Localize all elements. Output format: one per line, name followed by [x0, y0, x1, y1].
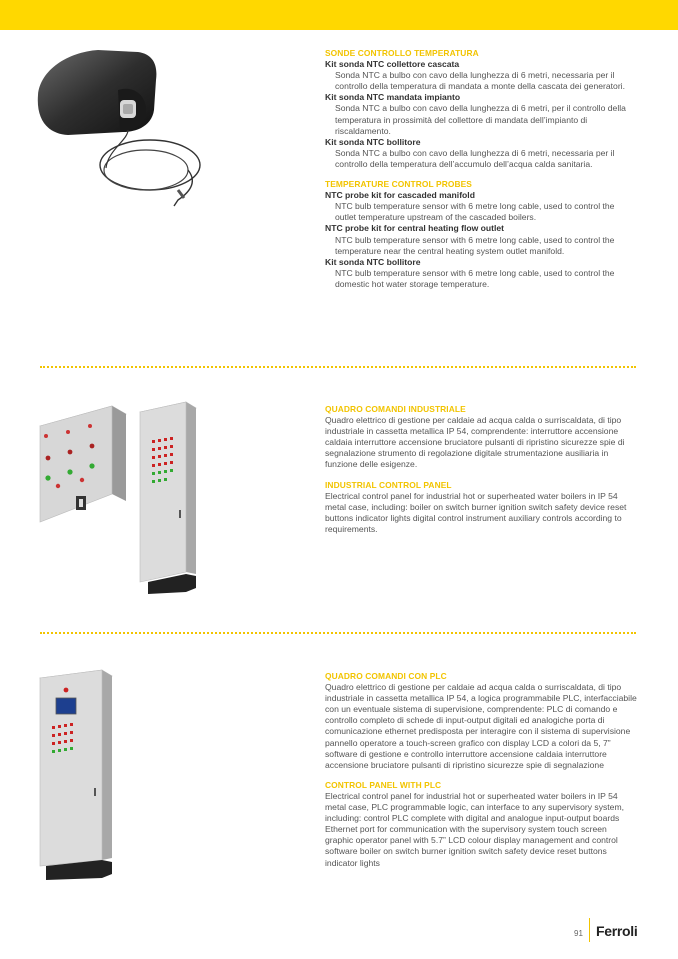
probe-item — [325, 59, 637, 92]
probe-item-desc: NTC bulb temperature sensor with 6 metre long cable, used to control the domestic hot water storage temperature. — [335, 267, 615, 289]
plc-it-text: Quadro elettrico di gestione per caldaie ad acqua calda o surriscaldata, di tipo industriale in cassetta metallica IP 54, a logica programmabile PLC, interfacciabile con un eventuale sistema di supervisione, comprendente: PLC di comando e controllo completo di schede di input-output digitali ed analogiche porta di comunicazione ethernet predisposta per interagire con il sistema di supervisione pannello operatore a touch-screen grafico con display LCD a colori da 5, 7” software di gestione e controllo interruttore accensione caldaia interruttore accensione bruciatore pulsanti di ripristino sicurezze spie di segnalazione — [325, 682, 637, 770]
probe-item-desc: Sonda NTC a bulbo con cavo della lunghezza di 6 metri, per il controllo della temperatura in prossimità del collettore di mandata dell’impianto di riscaldamento. — [335, 103, 626, 136]
plc-it-heading: QUADRO COMANDI CON PLC — [325, 671, 447, 681]
probe-item — [325, 257, 637, 290]
industrial-it-heading: QUADRO COMANDI INDUSTRIALE — [325, 404, 466, 414]
industrial-section — [325, 404, 637, 535]
footer-divider — [589, 918, 590, 942]
plc-panel-image — [36, 668, 126, 880]
industrial-panel-image — [36, 396, 236, 596]
probe-item — [325, 190, 637, 223]
probe-item-title: Kit sonda NTC mandata impianto — [325, 92, 461, 103]
section-divider — [40, 366, 636, 368]
probe-item-title: NTC probe kit for central heating flow outlet — [325, 223, 505, 234]
probe-item — [325, 92, 637, 136]
page-number: 91 — [574, 929, 583, 938]
industrial-en-text: Electrical control panel for industrial hot or superheated water boilers in IP 54 metal case, including: boiler on switch burner ignition switch safety device reset buttons indicator lights digital control instrument auxiliary controls according to requirements. — [325, 490, 627, 534]
probe-item — [325, 223, 637, 256]
top-accent-bar — [0, 0, 678, 30]
plc-en-text: Electrical control panel for industrial hot or superheated water boilers in IP 54 metal case, PLC programmable logic, can interface to any supervisory system, including: control PLC complete with digital and analogue input-output boards Ethernet port for communication with the supervisory system touch screen graphic operator panel with 5.7” LCD colour display management and control software boiler on switch burner ignition switch safety device reset buttons indicator lights — [325, 790, 624, 868]
industrial-it-text: Quadro elettrico di gestione per caldaie ad acqua calda o surriscaldata, di tipo industriale in cassetta metallica IP 54, comprendente: interruttore accensione caldaia interruttore accensione bruciatore pulsanti di ripristino sicurezze spie di segnalazione strumento di regolazione digitale strumentazione ausiliaria in funzione delle esigenze. — [325, 415, 625, 470]
probe-item-title: NTC probe kit for cascaded manifold — [325, 190, 475, 201]
ferroli-logo: Ferroli — [596, 923, 638, 939]
probe-item-desc: NTC bulb temperature sensor with 6 metre long cable, used to control the outlet temperature upstream of the cascaded boilers. — [335, 201, 615, 223]
section-divider — [40, 632, 636, 634]
probe-item-title: Kit sonda NTC collettore cascata — [325, 59, 460, 70]
industrial-en-heading: INDUSTRIAL CONTROL PANEL — [325, 479, 452, 490]
probes-it-heading: SONDE CONTROLLO TEMPERATURA — [325, 48, 479, 58]
probe-item-title: Kit sonda NTC bollitore — [325, 136, 421, 147]
probes-en-heading: TEMPERATURE CONTROL PROBES — [325, 179, 472, 190]
probe-item-desc: NTC bulb temperature sensor with 6 metre long cable, used to control the temperature near the central heating system outlet manifold. — [335, 234, 615, 256]
probe-item-title: Kit sonda NTC bollitore — [325, 256, 421, 267]
probes-section — [325, 48, 637, 290]
probe-item-desc: Sonda NTC a bulbo con cavo della lunghezza di 6 metri, necessaria per il controllo della temperatura di mandata a monte della cascata dei generatori. — [335, 70, 625, 92]
probe-item-desc: Sonda NTC a bulbo con cavo della lunghezza di 6 metri, necessaria per il controllo della temperatura dell’accumulo dell’acqua calda sanitaria. — [335, 147, 615, 169]
plc-en-heading: CONTROL PANEL WITH PLC — [325, 779, 442, 790]
ntc-probe-image — [28, 40, 208, 215]
plc-section — [325, 671, 637, 869]
probe-item — [325, 137, 637, 170]
